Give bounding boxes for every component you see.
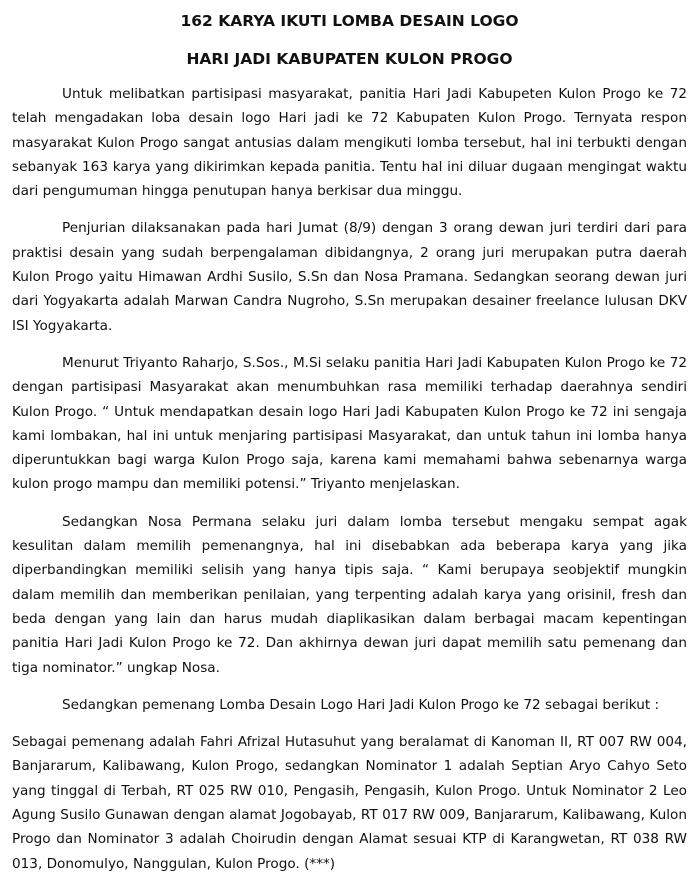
page-title: 162 KARYA IKUTI LOMBA DESAIN LOGO [180,12,519,30]
paragraph-intro: Untuk melibatkan partisipasi masyarakat, panitia Hari Jadi Kabupeten Kulon Progo ke 72 telah mengadakan loba desain logo Hari jadi ke 72 Kabupaten Kulon Progo. Ternyata respon masyarakat Kulon Progo sangat antusias dalam mengikuti lomba tersebut, hal ini terbukti dengan sebanyak 163 karya yang dikirimkan kepada panitia. Tentu hal ini diluar dugaan mengingat waktu dari pengumuman hingga penutupan hanya berkisar dua minggu. [12,86,687,200]
page-subtitle: HARI JADI KABUPATEN KULON PROGO [186,50,513,68]
paragraph-triyanto-quote: Menurut Triyanto Raharjo, S.Sos., M.Si selaku panitia Hari Jadi Kabupaten Kulon Progo ke 72 dengan partisipasi Masyarakat akan menumbuhkan rasa memiliki terhadap daerahnya sendiri Kulon Progo. “ Untuk mendapatkan desain logo Hari Jadi Kabupaten Kulon Progo ke 72 ini sengaja kami lombakan, hal ini untuk menjaring partisipasi Masyarakat, dan untuk tahun ini lomba hanya diperuntukkan bagi warga Kulon Progo saja, karena kami memahami bahwa sebenarnya warga kulon progo mampu dan memiliki potensi.” Triyanto menjelaskan. [12,354,687,493]
paragraph-winners-list: Sebagai pemenang adalah Fahri Afrizal Hutasuhut yang beralamat di Kanoman II, RT 007 RW 004, Banjararum, Kalibawang, Kulon Progo, sedangkan Nominator 1 adalah Septian Aryo Cahyo Seto yang tinggal di Terbah, RT 025 RW 010, Pengasih, Pengasih, Kulon Progo. Untuk Nominator 2 Leo Agung Susilo Gunawan dengan alamat Jogobayab, RT 017 RW 009, Banjararum, Kalibawang, Kulon Progo dan Nominator 3 adalah Choirudin dengan Alamat sesuai KTP di Karangwetan, RT 038 RW 013, Donomulyo, Nanggulan, Kulon Progo. (***) [12,734,687,872]
paragraph-winners-intro: Sedangkan pemenang Lomba Desain Logo Hari Jadi Kulon Progo ke 72 sebagai berikut : [62,696,660,713]
paragraph-judging: Penjurian dilaksanakan pada hari Jumat (8/9) dengan 3 orang dewan juri terdiri dari para praktisi desain yang sudah berpengalaman dibidangnya, 2 orang juri merupakan putra daerah Kulon Progo yaitu Himawan Ardhi Susilo, S.Sn dan Nosa Pramana. Sedangkan seorang dewan juri dari Yogyakarta adalah Marwan Candra Nugroho, S.Sn merupakan desainer freelance lulusan DKV ISI Yogyakarta. [12,220,687,334]
paragraph-nosa-quote: Sedangkan Nosa Permana selaku juri dalam lomba tersebut mengaku sempat agak kesulitan dalam memilih pemenangnya, hal ini disebabkan ada beberapa karya yang jika diperbandingkan memiliki selisih yang hanya tipis saja. “ Kami berupaya seobjektif mungkin dalam memilih dan memberikan penilaian, yang terpenting adalah karya yang orisinil, fresh dan beda dengan yang lain dan harus mudah diaplikasikan dalam berbagai macam kepentingan panitia Hari Jadi Kulon Progo ke 72. Dan akhirnya dewan juri dapat memilih satu pemenang dan tiga nominator.” ungkap Nosa. [12,513,687,676]
